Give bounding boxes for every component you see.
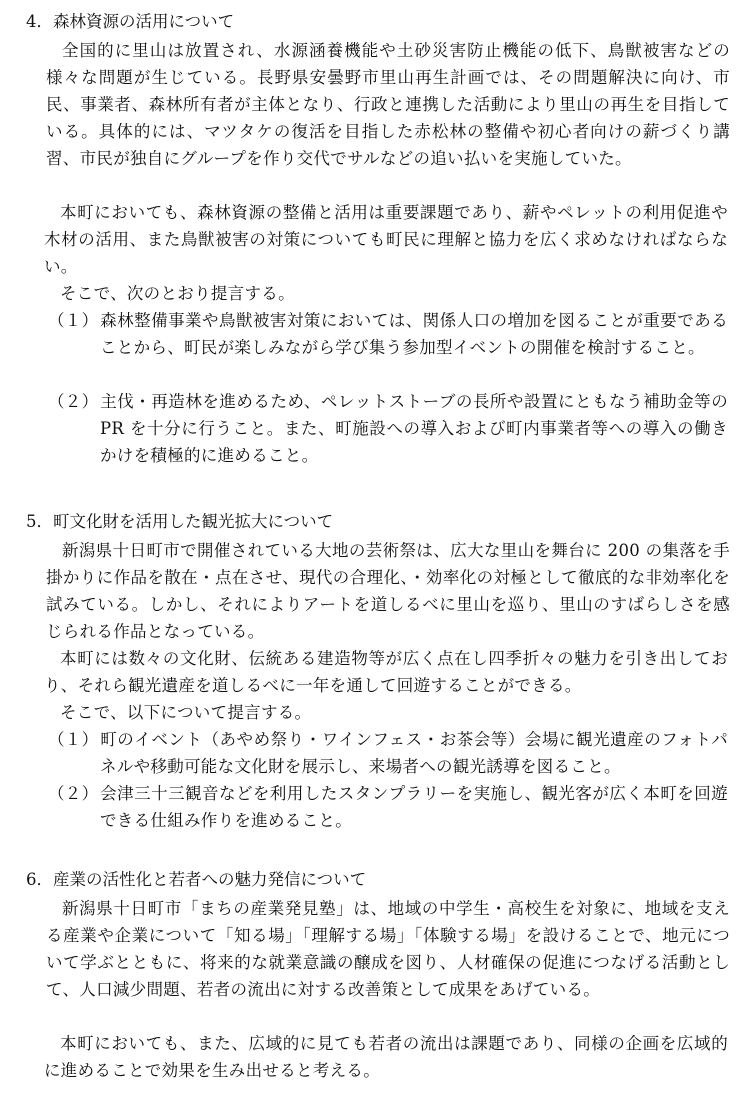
section-5-title: 5．町文化財を活用した観光拡大について (26, 512, 334, 531)
section-6-paragraph-1: 新潟県十日町市「まちの産業発見塾」は、地域の中学生・高校生を対象に、地域を支える産業や企業について「知る場」「理解する場」「体験する場」を設けることで、地元について学ぶとともに、将来的な就業意識の醸成を図り、人材確保の促進につなげる活動として、人口減少問題、若者の流出に対する改善策として成果をあげている。 (46, 899, 730, 999)
section-5-item-1-number: （１） (48, 730, 99, 749)
section-4-paragraph-2: 本町においても、森林資源の整備と活用は重要課題であり、薪やペレットの利用促進や木材の活用、また鳥獣被害の対策についても町民に理解と協力を広く求めなければならない。 (44, 203, 728, 276)
section-5-item-2-text: 会津三十三観音などを利用したスタンプラリーを実施し、観光客が広く本町を回遊できる仕組み作りを進めること。 (100, 784, 728, 830)
section-4-item-1-text: 森林整備事業や鳥獣被害対策においては、関係人口の増加を図ることが重要であることから、町民が楽しみながら学び集う参加型イベントの開催を検討すること。 (100, 311, 728, 357)
section-6-paragraph-2: 本町においても、また、広域的に見ても若者の流出は課題であり、同様の企画を広域的に進めることで効果を生み出せると考える。 (44, 1034, 728, 1080)
section-5-item-2-number: （２） (48, 784, 99, 803)
section-4-item-2 (48, 388, 728, 469)
section-4-title: 4．森林資源の活用について (26, 12, 235, 31)
section-4-item-2-number: （２） (48, 392, 99, 411)
section-4-paragraph-1: 全国的に里山は放置され、水源涵養機能や土砂災害防止機能の低下、鳥獣被害などの様々な問題が生じている。長野県安曇野市里山再生計画では、その問題解決に向け、市民、事業者、森林所有者が主体となり、行政と連携した活動により里山の再生を目指している。具体的には、マツタケの復活を目指した赤松林の整備や初心者向けの薪づくり講習、市民が独自にグループを作り交代でサルなどの追い払いを実施していた。 (46, 41, 730, 168)
section-6-title: 6．産業の活性化と若者への魅力発信について (26, 870, 367, 889)
section-5-paragraph-3: そこで、以下について提言する。 (60, 703, 312, 722)
section-5-paragraph-1: 新潟県十日町市で開催されている大地の芸術祭は、広大な里山を舞台に 200 の集落を手掛かりに作品を散在・点在させ、現代の合理化、・効率化の対極として徹底的な非効率化を試みている。しかし、それによりアートを道しるべに里山を巡り、里山のすばらしさを感じられる作品となっている。 (46, 541, 730, 641)
section-5-item-2 (48, 780, 728, 834)
section-4-item-2-text: 主伐・再造林を進めるため、ペレットストーブの長所や設置にともなう補助金等の PR を十分に行うこと。また、町施設への導入および町内事業者等への導入の働きかけを積極的に進めること。 (100, 392, 728, 465)
section-5-item-1-text: 町のイベント（あやめ祭り・ワインフェス・お茶会等）会場に観光遺産のフォトパネルや移動可能な文化財を展示し、来場者への観光誘導を図ること。 (100, 730, 728, 776)
section-4-item-1 (48, 307, 728, 361)
section-4-item-1-number: （１） (48, 311, 99, 330)
section-5-item-1 (48, 726, 728, 780)
section-5-paragraph-2: 本町には数々の文化財、伝統ある建造物等が広く点在し四季折々の魅力を引き出しており、それら観光遺産を道しるべに一年を通して回遊することができる。 (44, 649, 728, 695)
section-4-paragraph-3: そこで、次のとおり提言する。 (60, 284, 295, 303)
